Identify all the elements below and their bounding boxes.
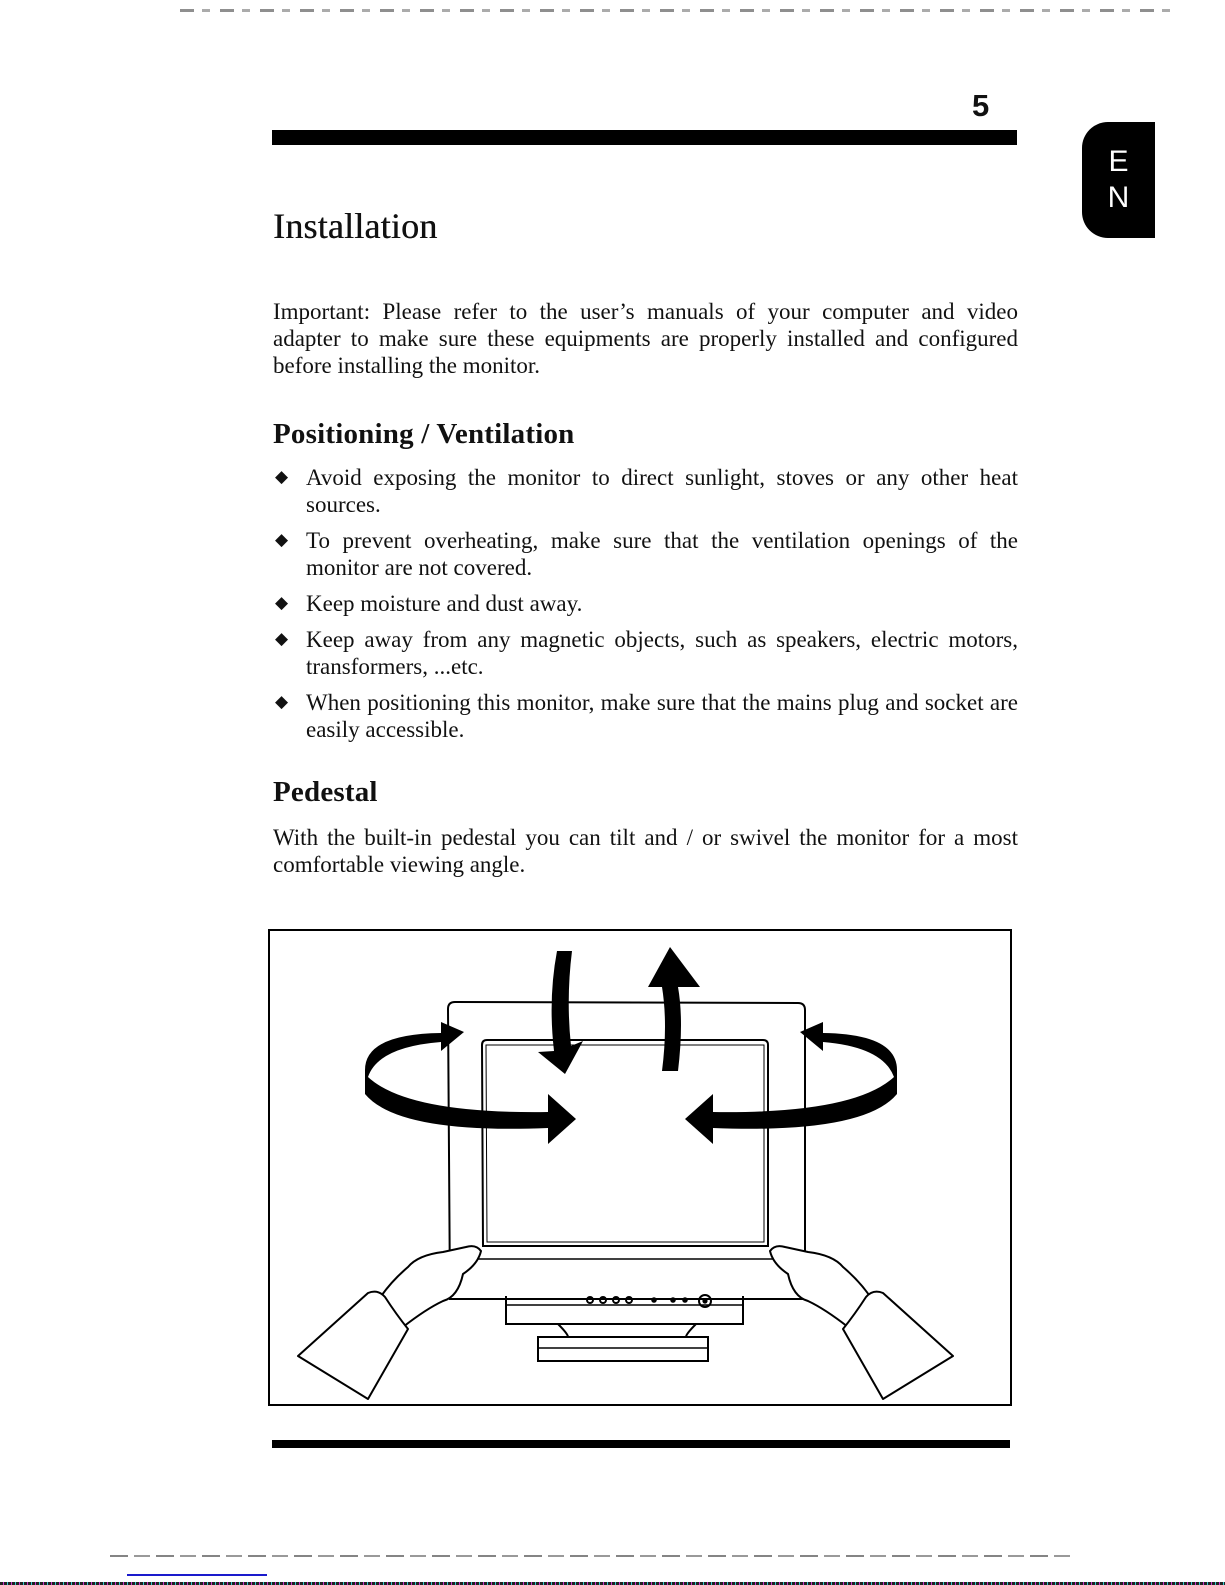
diamond-bullet-icon: ◆ bbox=[275, 467, 289, 486]
list-item: ◆ When positioning this monitor, make sure that the mains plug and socket are easily accessible. bbox=[275, 690, 1018, 742]
list-item: ◆ Keep away from any magnetic objects, such as speakers, electric motors, transformers, ...etc. bbox=[275, 627, 1018, 679]
pedestal-description: With the built-in pedestal you can tilt and / or swivel the monitor for a most comfortable viewing angle. bbox=[273, 825, 1018, 877]
diamond-bullet-icon: ◆ bbox=[275, 629, 289, 648]
header-rule bbox=[272, 130, 1017, 145]
pedestal-illustration bbox=[268, 929, 1012, 1406]
section-title-installation: Installation bbox=[273, 206, 438, 246]
important-note: Important: Please refer to the user’s manuals of your computer and video adapter to make sure these equipments are properly installed and configured before installing the monitor. bbox=[273, 299, 1018, 378]
footer-rule bbox=[272, 1440, 1010, 1448]
indicator-light-icon bbox=[652, 1298, 656, 1302]
diamond-bullet-icon: ◆ bbox=[275, 692, 289, 711]
indicator-light-icon bbox=[683, 1298, 687, 1302]
language-tab-letter: E bbox=[1108, 145, 1129, 178]
section-title-pedestal: Pedestal bbox=[273, 776, 378, 808]
indicator-light-icon bbox=[671, 1298, 675, 1302]
section-title-positioning: Positioning / Ventilation bbox=[273, 418, 575, 450]
list-item: ◆ Keep moisture and dust away. bbox=[275, 591, 583, 616]
illustration-svg bbox=[268, 929, 1012, 1406]
language-tab bbox=[1082, 122, 1155, 238]
scan-artifact-top bbox=[180, 9, 1170, 12]
page-number: 5 bbox=[972, 88, 990, 123]
list-item: ◆ Avoid exposing the monitor to direct sunlight, stoves or any other heat sources. bbox=[275, 465, 1018, 517]
diamond-bullet-icon: ◆ bbox=[275, 530, 289, 549]
scan-artifact-link bbox=[127, 1574, 267, 1576]
diamond-bullet-icon: ◆ bbox=[275, 593, 289, 612]
scan-artifact-bottom bbox=[110, 1555, 1070, 1557]
language-tab-letter: N bbox=[1107, 181, 1130, 214]
positioning-list bbox=[273, 464, 1018, 752]
list-item: ◆ To prevent overheating, make sure that the ventilation openings of the monitor are not covered. bbox=[275, 528, 1018, 580]
